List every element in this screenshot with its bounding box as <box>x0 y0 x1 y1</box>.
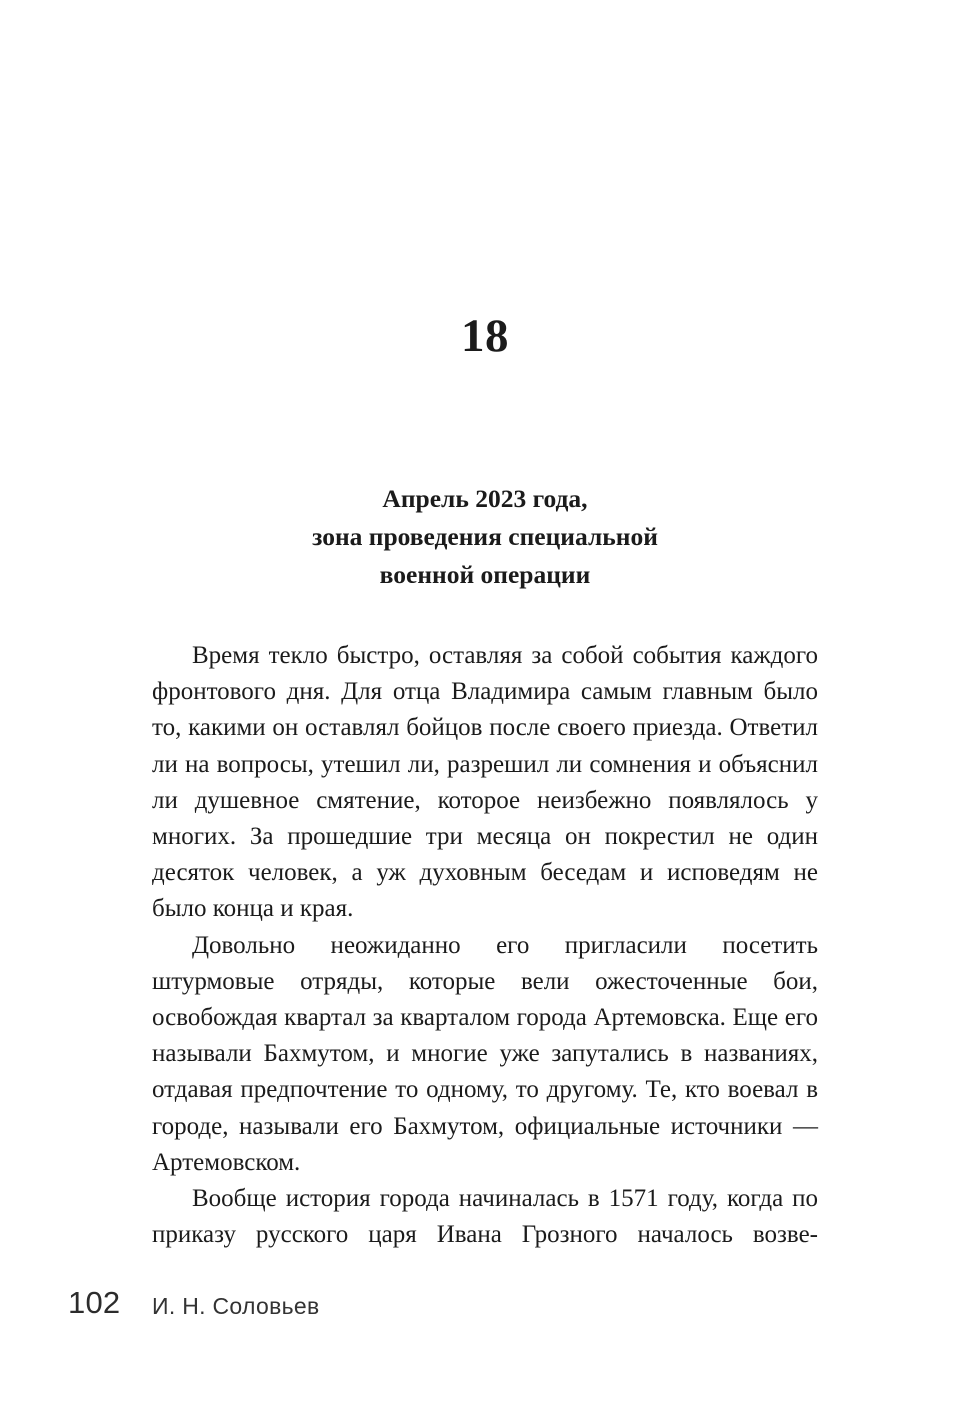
page-number: 102 <box>68 1285 121 1320</box>
section-heading-line-3: военной операции <box>379 560 591 589</box>
body-text <box>152 638 818 1290</box>
page-footer <box>0 1283 970 1327</box>
chapter-number: 18 <box>461 310 509 362</box>
footer-author-name: И. Н. Соловьев <box>152 1293 320 1319</box>
section-heading-line-2: зона проведения специальной <box>312 522 658 551</box>
section-heading <box>152 480 818 594</box>
section-heading-line-1: Апрель 2023 года, <box>382 484 588 513</box>
body-paragraph: Время текло быстро, оставляя за собой события каждого фронтового дня. Для отца Владимира самым главным было то, какими он оставлял бойцов после своего приезда. Ответил ли на вопросы, утешил ли, разрешил ли сомнения и объяснил ли душевное смятение, которое неизбежно появлялось у многих. За прошедшие три месяца он покрестил не один десяток человек, а уж духовным беседам и исповедям не было конца и края. <box>152 642 818 923</box>
body-paragraph: Вообще история города начиналась в 1571 году, когда по приказу русского царя Ивана Грозного началось возве- <box>152 1185 818 1249</box>
body-paragraph: Довольно неожиданно его пригласили посетить штурмовые отряды, которые вели ожесточенные бои, освобождая квартал за кварталом города Артемовска. Еще его называли Бахмутом, и многие уже запутались в названиях, отдавая предпочтение то одному, то другому. Те, кто воевал в городе, называли его Бахмутом, официальные источники — Артемовском. <box>152 931 818 1176</box>
